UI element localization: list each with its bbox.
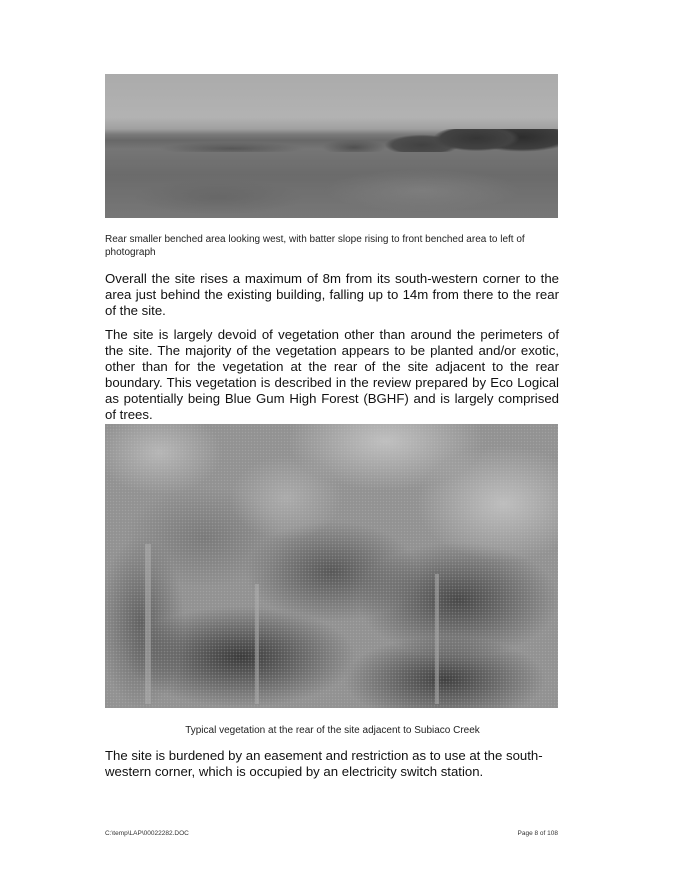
body-paragraph: Overall the site rises a maximum of 8m from its south-western corner to the area just behind the existing building, falling up to 14m from there to the rear of the site. [105, 271, 559, 318]
landscape-photo [105, 74, 558, 218]
body-paragraph: The site is burdened by an easement and restriction as to use at the south-western corner, which is occupied by an electricity switch station. [105, 748, 543, 779]
photo-caption: Rear smaller benched area looking west, with batter slope rising to front benched area to left of photograph [105, 234, 525, 258]
footer-page-number: Page 8 of 108 [517, 830, 558, 837]
vegetation-photo [105, 424, 558, 708]
footer-file-path: C:\temp\LAP\00022282.DOC [105, 830, 189, 837]
body-paragraph: The site is largely devoid of vegetation other than around the perimeters of the site. The majority of the vegetation appears to be planted and/or exotic, other than for the vegetation at the rear of the site adjacent to the rear boundary. This vegetation is described in the review prepared by Eco Logical as potentially being Blue Gum High Forest (BGHF) and is largely comprised of trees. [105, 327, 559, 422]
photo-caption: Typical vegetation at the rear of the site adjacent to Subiaco Creek [185, 725, 480, 736]
